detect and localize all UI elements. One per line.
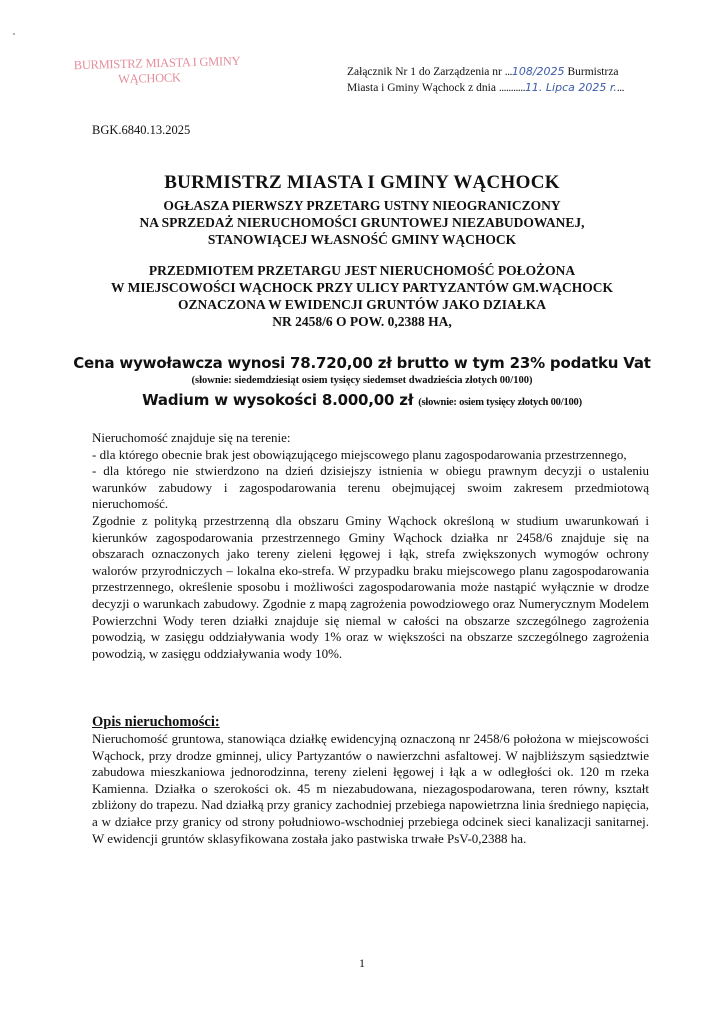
handwritten-date: 11. Lipca 2025 r. bbox=[524, 81, 617, 94]
deposit-words: (słownie: osiem tysięcy złotych 00/100) bbox=[418, 397, 582, 408]
reference-number: BGK.6840.13.2025 bbox=[92, 123, 191, 137]
terrain-paragraph: Zgodnie z polityką przestrzenną dla obszaru Gminy Wąchock określoną w studium uwarunkowań i kierunków zagospodarowania przestrzennego Gminy Wąchock działka nr 2458/6 znajduje się na obszarach oznaczonych jako tereny zieleni łęgowej i łąk, strefa zwiększonych wymogów ochrony walorów przyrodniczych – lokalna eko-strefa. W przypadku braku miejscowego planu zagospodarowania przestrzennego, określenie sposobu i możliwości zagospodarowania może nastąpić wyłącznie w drodze decyzji o warunkach zabudowy. Zgodnie z mapą zagrożenia powodziowego oraz Numerycznym Modelem Powierzchni Wody teren działki znajduje się niemal w całości na obszarze szczególnego zagrożenia powodzią, w zasięgu oddziaływania wody 1% oraz w większości na obszarze szczególnego zagrożenia powodzią, w zasięgu oddziaływania wody 10%. bbox=[92, 512, 649, 661]
official-stamp bbox=[74, 54, 245, 88]
terrain-item-1: - dla którego obecnie brak jest obowiązującego miejscowego planu zagospodarowania przestrzennego, bbox=[92, 446, 627, 462]
starting-price-words: (słownie: siedemdziesiąt osiem tysięcy siedemset dwadzieścia złotych 00/100) bbox=[191, 375, 533, 386]
attachment-note bbox=[347, 64, 677, 96]
deposit-amount: Wadium w wysokości 8.000,00 zł (słownie: osiem tysięcy złotych 00/100) bbox=[142, 391, 582, 409]
stamp-line-1: BURMISTRZ MIASTA I GMINY bbox=[73, 53, 241, 73]
page-title: BURMISTRZ MIASTA I GMINY WĄCHOCK bbox=[164, 172, 560, 193]
tender-subject: PRZEDMIOTEM PRZETARGU JEST NIERUCHOMOŚĆ POŁOŻONA W MIEJSCOWOŚCI WĄCHOCK PRZY ULICY PARTYZANTÓW GM.WĄCHOCK OZNACZONA W EWIDENCJI GRUNTÓW JAKO DZIAŁKA NR 2458/6 O POW. 0,2388 HA, bbox=[111, 263, 613, 329]
attachment-line-2: Miasta i Gminy Wąchock z dnia ...........11. Lipca 2025 r.... bbox=[347, 81, 625, 94]
description-text: Nieruchomość gruntowa, stanowiąca działkę ewidencyjną oznaczoną nr 2458/6 położona w miejscowości Wąchock, przy drodze gminnej, ulicy Partyzantów o nawierzchni asfaltowej. W najbliższym sąsiedztwie zabudowa mieszkaniowa jednorodzinna, tereny zieleni łęgowej i łąk a w odległości ok. 120 m rzeka Kamienna. Działka o szerokości ok. 45 m niezabudowana, niezagospodarowana, teren równy, kształt zbliżony do trapezu. Nad działką przy granicy zachodniej przebiega napowietrzna linia średniego napięcia, a w działce przy granicy od strony południowo-wschodniej przebiega odcinek sieci kanalizacji sanitarnej. W ewidencji gruntów sklasyfikowana została jako pastwiska trwałe PsV-0,2388 ha. bbox=[92, 731, 649, 846]
attachment-line-1: Załącznik Nr 1 do Zarządzenia nr ...108/2025 Burmistrza bbox=[347, 65, 619, 78]
terrain-intro: Nieruchomość znajduje się na terenie: bbox=[92, 430, 291, 445]
terrain-section bbox=[92, 430, 649, 662]
description-section bbox=[92, 731, 649, 847]
stamp-line-2: WĄCHOCK bbox=[118, 70, 181, 87]
handwritten-order-number: 108/2025 bbox=[511, 65, 565, 78]
announcement-subtitle: OGŁASZA PIERWSZY PRZETARG USTNY NIEOGRANICZONY NA SPRZEDAŻ NIERUCHOMOŚCI GRUNTOWEJ NIEZABUDOWANEJ, STANOWIĄCEJ WŁASNOŚĆ GMINY WĄCHOCK bbox=[139, 198, 585, 247]
starting-price: Cena wywoławcza wynosi 78.720,00 zł brutto w tym 23% podatku Vat bbox=[73, 354, 651, 372]
terrain-item-2: - dla którego nie stwierdzono na dzień dzisiejszy istnienia w obiegu prawnym decyzji o ustaleniu warunków zabudowy i zagospodarowania terenu obejmującej swoim zakresem przedmiotową nieruchomość. bbox=[92, 463, 649, 512]
scan-dot bbox=[13, 33, 15, 35]
description-heading: Opis nieruchomości: bbox=[92, 714, 220, 730]
page-number: 1 bbox=[359, 956, 365, 970]
